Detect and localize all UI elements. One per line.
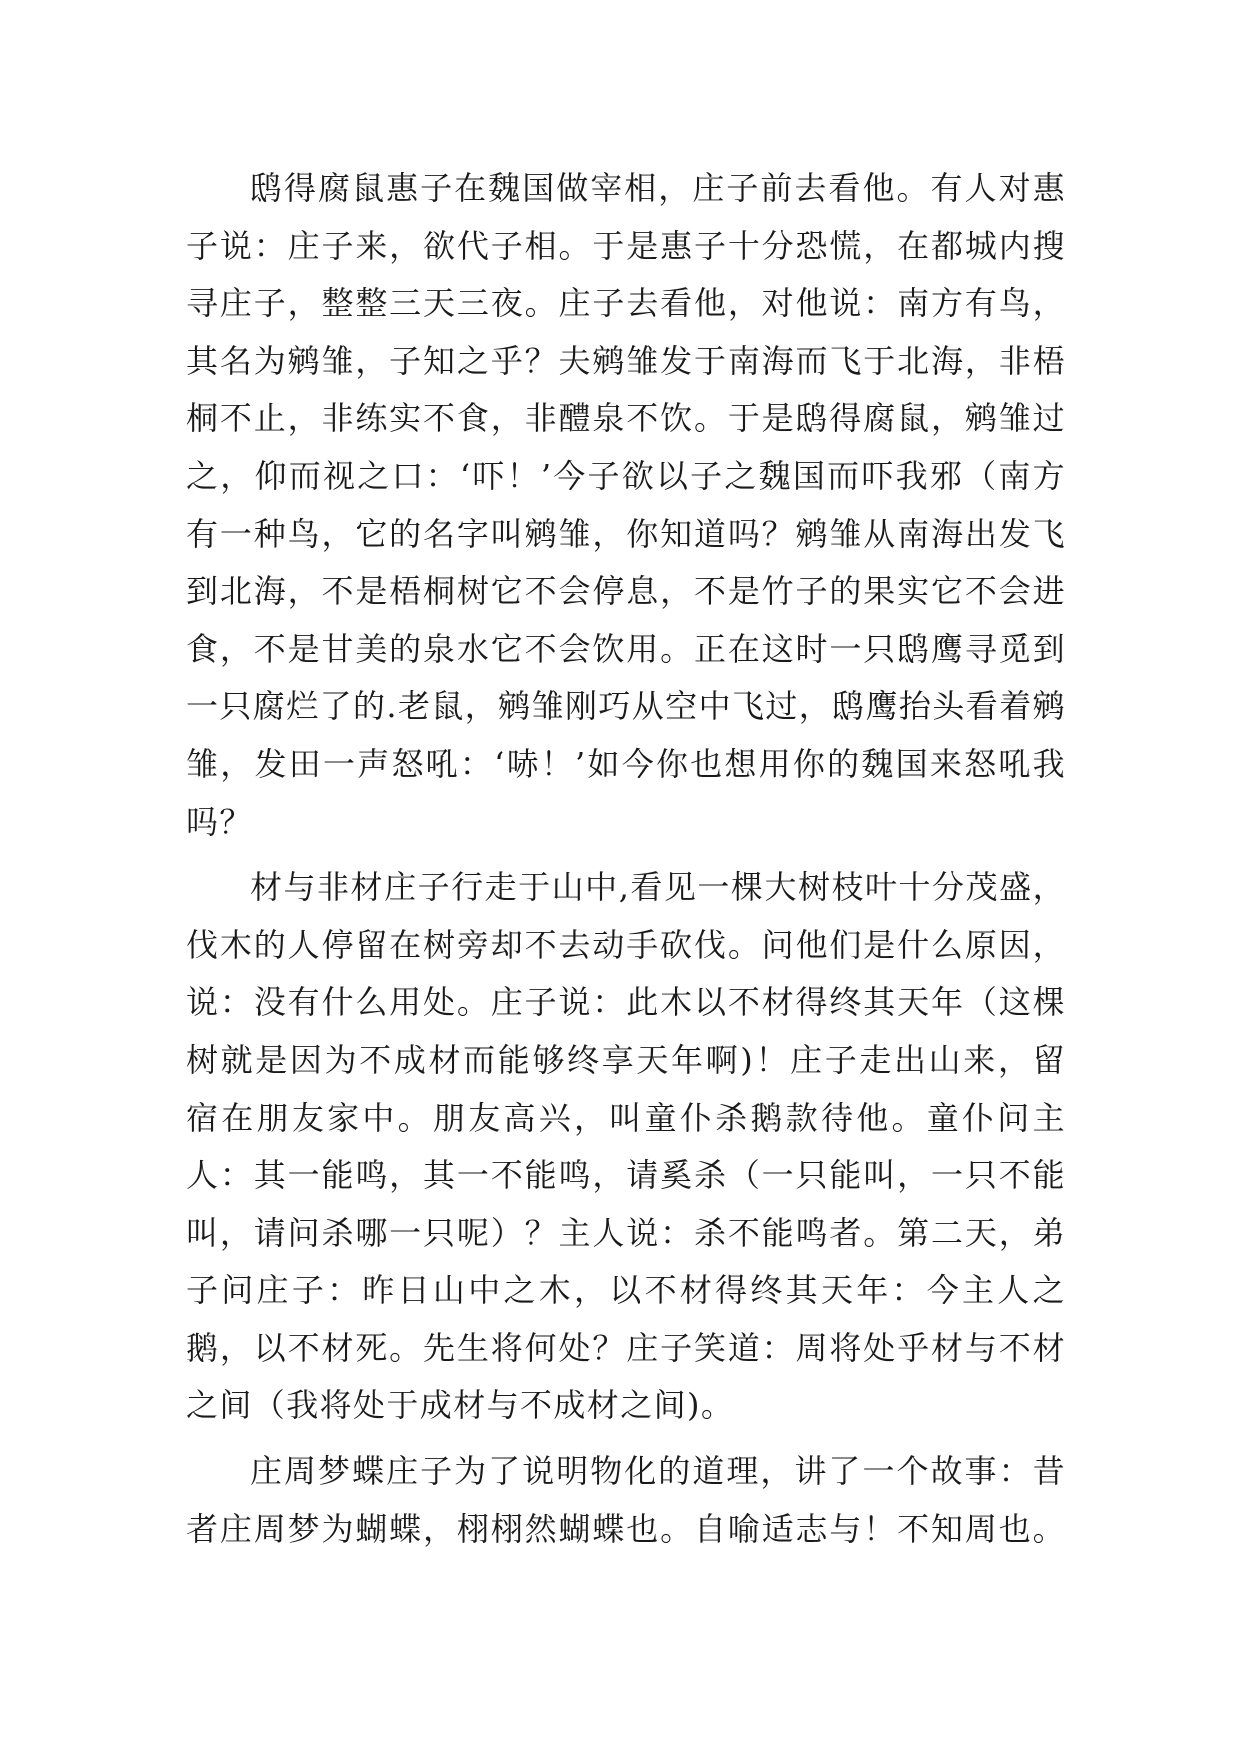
paragraph-butterfly-dream: 庄周梦蝶庄子为了说明物化的道理，讲了一个故事：昔者庄周梦为蝴蝶，栩栩然蝴蝶也。自喻适志与！不知周也。 <box>186 1452 1066 1548</box>
paragraph-eagle-rotten-rat: 鸱得腐鼠惠子在魏国做宰相，庄子前去看他。有人对惠子说：庄子来，欲代子相。于是惠子十分恐慌，在都城内搜寻庄子，整整三天三夜。庄子去看他，对他说：南方有鸟，其名为鹓雏，子知之乎？夫鹓雏发于南海而飞于北海，非梧桐不止，非练实不食，非醴泉不饮。于是鸱得腐鼠，鹓雏过之，仰而视之口：‘吓！’今子欲以子之魏国而吓我邪（南方有一种鸟，它的名字叫鹓雏，你知道吗？鹓雏从南海出发飞到北海，不是梧桐树它不会停息，不是竹子的果实它不会进食，不是甘美的泉水它不会饮用。正在这时一只鸱鹰寻觅到一只腐烂了的.老鼠，鹓雏刚巧从空中飞过，鸱鹰抬头看着鹓雏，发田一声怒吼：‘哧！’如今你也想用你的魏国来怒吼我吗？ <box>186 169 1066 841</box>
document-body <box>186 160 1066 1566</box>
paragraph-useful-useless: 材与非材庄子行走于山中,看见一棵大树枝叶十分茂盛，伐木的人停留在树旁却不去动手砍伐。问他们是什么原因，说：没有什么用处。庄子说：此木以不材得终其天年（这棵树就是因为不成材而能够终享天年啊)！庄子走出山来，留宿在朋友家中。朋友高兴，叫童仆杀鹅款待他。童仆问主人：其一能鸣，其一不能鸣，请奚杀（一只能叫，一只不能叫，请问杀哪一只呢）？主人说：杀不能鸣者。第二天，弟子问庄子：昨日山中之木，以不材得终其天年：今主人之鹅，以不材死。先生将何处？庄子笑道：周将处乎材与不材之间（我将处于成材与不成材之间)。 <box>186 868 1066 1425</box>
